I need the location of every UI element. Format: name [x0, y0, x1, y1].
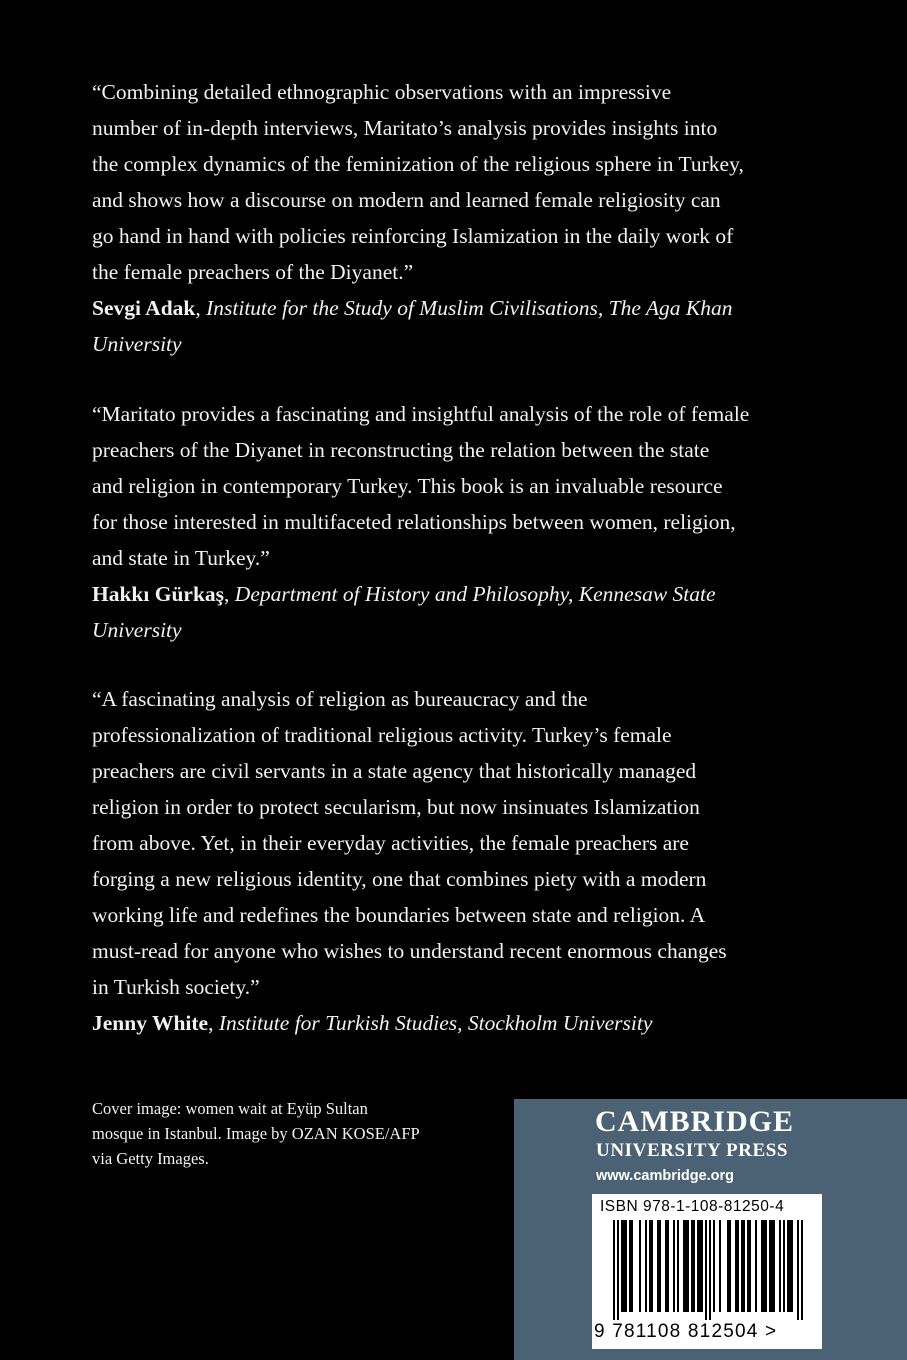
barcode-bar	[719, 1220, 721, 1312]
endorsement-3	[92, 681, 792, 1041]
barcode-bar	[617, 1220, 619, 1320]
barcode-bar	[659, 1220, 661, 1312]
barcode-bar	[701, 1220, 703, 1312]
publisher-url: www.cambridge.org	[596, 1168, 735, 1184]
quote-line: go hand in hand with policies reinforcing Islamization in the daily work of	[92, 224, 734, 248]
barcode-bar	[665, 1220, 667, 1312]
barcode-bar	[657, 1220, 659, 1312]
quote-line: in Turkish society.”	[92, 975, 260, 999]
endorsement-quote	[92, 681, 792, 1005]
endorsement-2	[92, 396, 792, 648]
barcode-bar	[649, 1220, 651, 1312]
endorser-name: Sevgi Adak	[92, 296, 196, 320]
barcode-bar	[791, 1220, 793, 1312]
publisher-logo: CAMBRIDGE	[595, 1105, 795, 1138]
barcode-bar	[713, 1220, 715, 1312]
endorsement-attribution: Hakkı Gürkaş, Department of History and Philosophy, Kennesaw State University	[92, 582, 716, 642]
barcode-bar	[763, 1220, 765, 1312]
barcode-bar	[771, 1220, 773, 1312]
cover-image-credit	[92, 1096, 492, 1171]
quote-line: forging a new religious identity, one that combines piety with a modern	[92, 867, 707, 891]
barcode-bar	[667, 1220, 669, 1312]
quote-line: for those interested in multifaceted relationships between women, religion,	[92, 510, 736, 534]
barcode-bar	[737, 1220, 739, 1312]
quote-line: “Combining detailed ethnographic observations with an impressive	[92, 80, 672, 104]
barcode-bar	[677, 1220, 679, 1312]
barcode-box	[592, 1194, 822, 1349]
barcode-bar	[705, 1220, 707, 1320]
quote-line: professionalization of traditional religious activity. Turkey’s female	[92, 723, 672, 747]
quote-line: “Maritato provides a fascinating and insightful analysis of the role of female	[92, 402, 750, 426]
quote-line: must-read for anyone who wishes to understand recent enormous changes	[92, 939, 727, 963]
quote-line: religion in order to protect secularism, but now insinuates Islamization	[92, 795, 700, 819]
barcode	[600, 1220, 814, 1320]
endorser-affiliation-cont: University	[92, 618, 182, 642]
barcode-bar	[765, 1220, 767, 1312]
endorser-affiliation: Institute for the Study of Muslim Civilisations, The Aga Khan	[206, 296, 733, 320]
barcode-bar	[749, 1220, 751, 1312]
barcode-bar	[685, 1220, 687, 1312]
barcode-bar	[693, 1220, 695, 1312]
endorsement-1	[92, 74, 792, 362]
barcode-bar	[787, 1220, 789, 1312]
barcode-bar	[779, 1220, 781, 1312]
quote-line: from above. Yet, in their everyday activities, the female preachers are	[92, 831, 689, 855]
credit-line: Cover image: women wait at Eyüp Sultan	[92, 1099, 368, 1118]
barcode-bar	[625, 1220, 627, 1312]
quote-line: and religion in contemporary Turkey. This book is an invaluable resource	[92, 474, 723, 498]
barcode-bar	[797, 1220, 799, 1320]
endorsement-quote	[92, 74, 792, 290]
publisher-subtitle: UNIVERSITY PRESS	[596, 1140, 789, 1161]
quote-line: and state in Turkey.”	[92, 546, 270, 570]
endorsement-attribution: Jenny White, Institute for Turkish Studies, Stockholm University	[92, 1011, 653, 1035]
barcode-bar	[651, 1220, 653, 1312]
quote-line: and shows how a discourse on modern and learned female religiosity can	[92, 188, 721, 212]
barcode-digits: 9 781108 812504 >	[594, 1321, 778, 1342]
quote-line: number of in-depth interviews, Maritato’s analysis provides insights into	[92, 116, 718, 140]
barcode-bar	[629, 1220, 631, 1312]
barcode-bar	[621, 1220, 623, 1312]
endorser-affiliation: Institute for Turkish Studies, Stockholm University	[218, 1011, 653, 1035]
barcode-bar	[741, 1220, 743, 1312]
endorser-name: Jenny White	[92, 1011, 209, 1035]
barcode-bar	[697, 1220, 699, 1312]
quote-line: the female preachers of the Diyanet.”	[92, 260, 414, 284]
barcode-bar	[735, 1220, 737, 1312]
quote-line: working life and redefines the boundaries between state and religion. A	[92, 903, 706, 927]
publisher-panel	[514, 1099, 907, 1360]
barcode-bar	[639, 1220, 641, 1312]
barcode-bar	[687, 1220, 689, 1312]
barcode-bar	[747, 1220, 749, 1312]
barcode-bar	[631, 1220, 633, 1312]
credit-line: mosque in Istanbul. Image by OZAN KOSE/AFP	[92, 1124, 420, 1143]
quote-line: preachers are civil servants in a state agency that historically managed	[92, 759, 697, 783]
barcode-bar	[755, 1220, 757, 1312]
barcode-bar	[623, 1220, 625, 1312]
endorser-affiliation-cont: University	[92, 332, 182, 356]
endorser-affiliation: Department of History and Philosophy, Kennesaw State	[234, 582, 716, 606]
barcode-bar	[743, 1220, 745, 1312]
barcode-bar	[691, 1220, 693, 1312]
barcode-bar	[789, 1220, 791, 1312]
endorsement-quote	[92, 396, 792, 576]
credit-line: via Getty Images.	[92, 1149, 209, 1168]
endorser-name: Hakkı Gürkaş	[92, 582, 225, 606]
quote-line: “A fascinating analysis of religion as bureaucracy and the	[92, 687, 588, 711]
barcode-bar	[699, 1220, 701, 1312]
quote-line: preachers of the Diyanet in reconstructing the relation between the state	[92, 438, 710, 462]
barcode-bar	[613, 1220, 615, 1320]
barcode-bar	[709, 1220, 711, 1320]
barcode-bar	[761, 1220, 763, 1312]
endorsement-attribution: Sevgi Adak, Institute for the Study of Muslim Civilisations, The Aga Khan University	[92, 296, 733, 356]
barcode-bar	[729, 1220, 731, 1312]
barcode-bar	[645, 1220, 647, 1312]
isbn-label: ISBN 978-1-108-81250-4	[600, 1198, 785, 1215]
barcode-bar	[673, 1220, 675, 1312]
barcode-bar	[683, 1220, 685, 1312]
quote-line: the complex dynamics of the feminization of the religious sphere in Turkey,	[92, 152, 744, 176]
barcode-bar	[801, 1220, 803, 1320]
barcode-bar	[769, 1220, 771, 1312]
barcode-bar	[727, 1220, 729, 1312]
barcode-bar	[773, 1220, 775, 1312]
barcode-bar	[783, 1220, 785, 1312]
